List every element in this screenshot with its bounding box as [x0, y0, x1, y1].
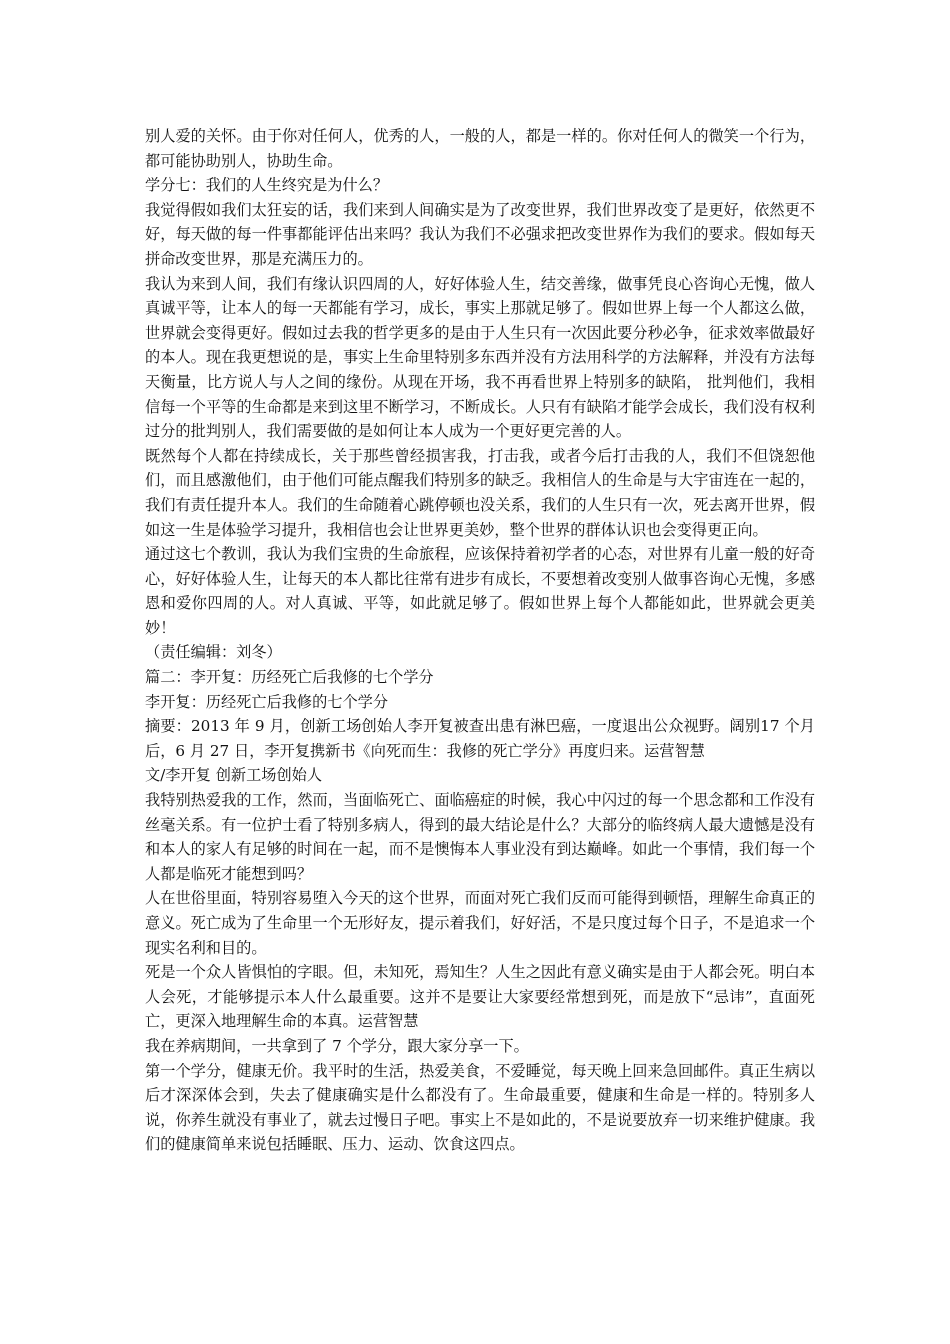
paragraph: 第一个学分，健康无价。我平时的生活，热爱美食，不爱睡觉，每天晚上回来急回邮件。真正生病以后才深深体会到，失去了健康确实是什么都没有了。生命最重要，健康和生命是一样的。特别多人说，你养生就没有事业了，就去过慢日子吧。事实上不是如此的，不是说要放弃一切来维护健康。我们的健康简单来说包括睡眠、压力、运动、饮食这四点。: [145, 1061, 815, 1154]
document-body: [145, 124, 815, 1157]
author-line: 文/李开复 创新工场创始人: [145, 766, 323, 785]
abstract: 摘要：2013 年 9 月，创新工场创始人李开复被查出患有淋巴癌，一度退出公众视野。阔别17 个月后，6 月 27 日，李开复携新书《向死而生：我修的死亡学分》再度归来。运营智慧: [145, 717, 815, 760]
paragraph: 我觉得假如我们太狂妄的话，我们来到人间确实是为了改变世界，我们世界改变了是更好，依然更不好，每天做的每一件事都能评估出来吗？我认为我们不必强求把改变世界作为我们的要求。假如每天拼命改变世界，那是充满压力的。: [145, 200, 815, 268]
paragraph: 我特别热爱我的工作，然而，当面临死亡、面临癌症的时候，我心中闪过的每一个思念都和工作没有丝毫关系。有一位护士看了特别多病人，得到的最大结论是什么？大部分的临终病人最大遗憾是没有和本人的家人有足够的时间在一起，而不是懊悔本人事业没有到达巅峰。如此一个事情，我们每一个人都是临死才能想到吗？: [145, 791, 815, 883]
paragraph: 死是一个众人皆惧怕的字眼。但，未知死，焉知生？人生之因此有意义确实是由于人都会死。明白本人会死，才能够提示本人什么最重要。这并不是要让大家要经常想到死，而是放下“忌讳”，直面死亡，更深入地理解生命的本真。运营智慧: [145, 963, 815, 1031]
paragraph: 我在养病期间，一共拿到了 7 个学分，跟大家分享一下。: [145, 1036, 529, 1055]
paragraph: 我认为来到人间，我们有缘认识四周的人，好好体验人生，结交善缘，做事凭良心咨询心无愧，做人真诚平等，让本人的每一天都能有学习，成长，事实上那就足够了。假如世界上每一个人都这么做，世界就会变得更好。假如过去我的哲学更多的是由于人生只有一次因此要分秒必争，征求效率做最好的本人。现在我更想说的是，事实上生命里特别多东西并没有方法用科学的方法解释，并没有方法每天衡量，比方说人与人之间的缘份。从现在开场，我不再看世界上特别多的缺陷， 批判他们，我相信每一个平等的生命都是来到这里不断学习，不断成长。人只有有缺陷才能学会成长，我们没有权利过分的批判别人，我们需要做的是如何让本人成为一个更好更完善的人。: [145, 274, 815, 441]
section-heading: 学分七：我们的人生终究是为什么？: [145, 176, 388, 195]
article-title: 篇二：李开复：历经死亡后我修的七个学分: [145, 668, 434, 687]
editor-credit: （责任编辑：刘冬）: [145, 643, 282, 662]
article-subtitle: 李开复：历经死亡后我修的七个学分: [145, 692, 388, 711]
paragraph: 通过这七个教训，我认为我们宝贵的生命旅程，应该保持着初学者的心态，对世界有儿童一般的好奇心，好好体验人生，让每天的本人都比往常有进步有成长，不要想着改变别人做事咨询心无愧，多感恩和爱你四周的人。对人真诚、平等，如此就足够了。假如世界上每个人都能如此，世界就会更美妙！: [145, 545, 815, 637]
paragraph: 别人爱的关怀。由于你对任何人，优秀的人，一般的人，都是一样的。你对任何人的微笑一个行为，都可能协助别人，协助生命。: [145, 127, 815, 170]
paragraph: 人在世俗里面，特别容易堕入今天的这个世界，而面对死亡我们反而可能得到顿悟，理解生命真正的意义。死亡成为了生命里一个无形好友，提示着我们，好好活，不是只度过每个日子，不是追求一个现实名利和目的。: [145, 889, 815, 957]
paragraph: 既然每个人都在持续成长，关于那些曾经损害我，打击我，或者今后打击我的人，我们不但饶恕他们，而且感激他们，由于他们可能点醒我们特别多的缺乏。我相信人的生命是与大宇宙连在一起的，我们有责任提升本人。我们的生命随着心跳停顿也没关系，我们的人生只有一次，死去离开世界，假如这一生是体验学习提升，我相信也会让世界更美妙，整个世界的群体认识也会变得更正向。: [145, 446, 815, 539]
